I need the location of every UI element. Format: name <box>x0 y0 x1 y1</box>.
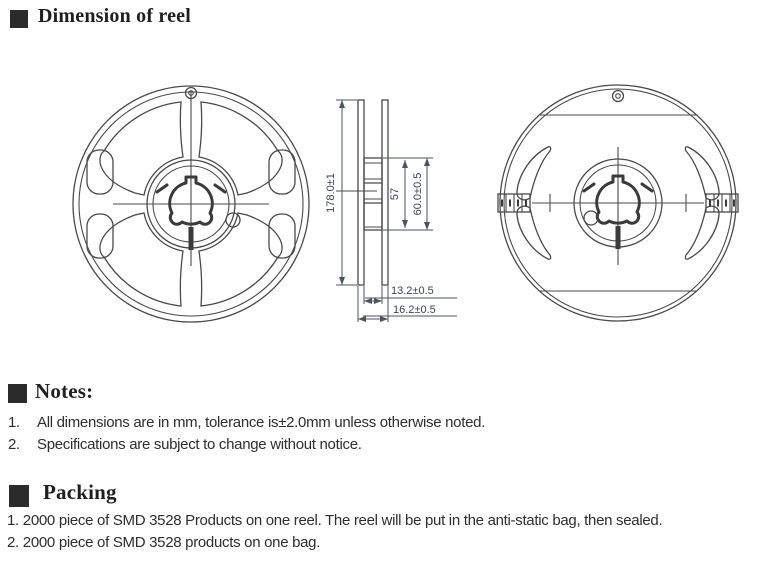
dim-57 <box>389 160 405 228</box>
side-view-flanges <box>336 100 388 285</box>
note-text: Specifications are subject to change without notice. <box>37 436 362 453</box>
note-text: All dimensions are in mm, tolerance is±2.0mm unless otherwise noted. <box>37 414 486 431</box>
note-number: 1. <box>8 414 20 431</box>
reel-back-hub <box>532 147 704 265</box>
notes-title: Notes: <box>35 379 94 403</box>
dim-13-2 <box>364 285 457 304</box>
section-bullet-square <box>10 10 28 28</box>
hub-tick-left <box>157 185 167 192</box>
dim-label-width-inner: 13.2±0.5 <box>391 285 434 297</box>
note-item <box>8 436 362 453</box>
packing-item: 2. 2000 piece of SMD 3528 products on one bag. <box>7 534 321 551</box>
packing-title: Packing <box>43 480 117 504</box>
hub-slot <box>616 226 621 249</box>
note-number: 2. <box>8 436 20 453</box>
hub-pin-hole <box>584 211 598 225</box>
dim-label-flange-diameter: 178.0±1 <box>325 173 337 213</box>
dim-label-width-outer: 16.2±0.5 <box>393 304 436 316</box>
section-bullet-square <box>8 384 27 403</box>
reel-back-view-drawing <box>494 78 742 328</box>
page-title: Dimension of reel <box>38 5 192 27</box>
dim-label-hub-inner: 57 <box>389 187 401 201</box>
hub-tick-right <box>215 185 225 192</box>
reel-front-view-drawing <box>65 76 317 332</box>
section-bullet-square <box>9 485 29 507</box>
note-item <box>8 414 485 431</box>
reel-back-top-hole <box>613 91 624 102</box>
packing-item: 1. 2000 piece of SMD 3528 Products on one reel. The reel will be put in the anti-static bag, then sealed. <box>7 512 663 529</box>
dim-178 <box>325 100 357 285</box>
hub-tick-left <box>584 184 594 191</box>
hub-slot <box>189 227 194 250</box>
reel-side-view-drawing <box>320 80 460 328</box>
dim-label-hub-outer: 60.0±0.5 <box>412 172 424 216</box>
hub-tick-right <box>642 184 652 191</box>
